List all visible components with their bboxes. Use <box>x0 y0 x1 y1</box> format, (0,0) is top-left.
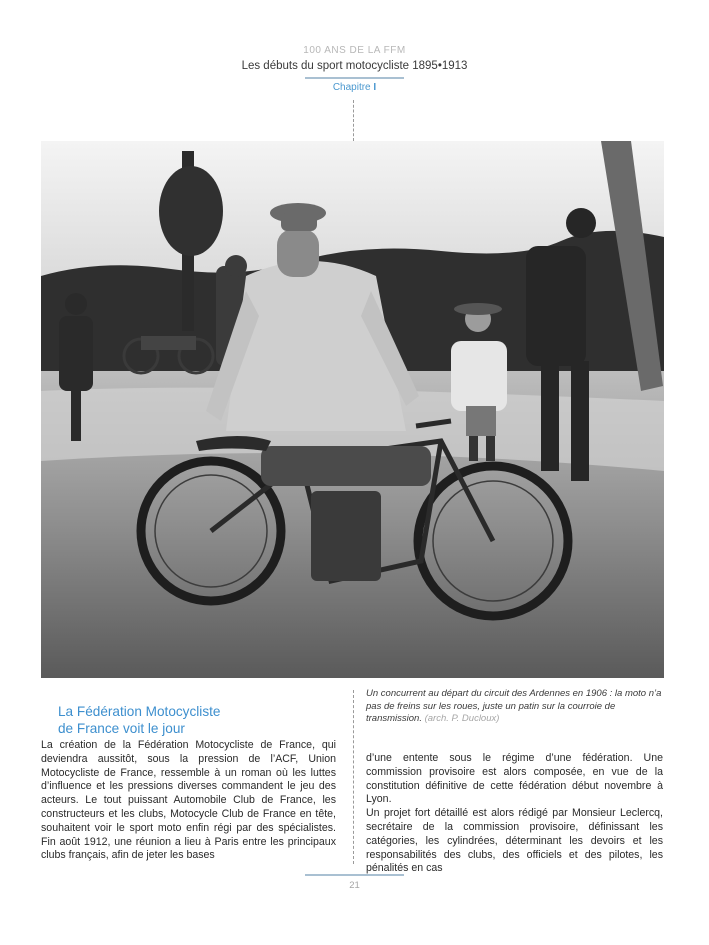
body-column-right <box>366 752 663 876</box>
photo-illustration <box>41 141 664 678</box>
header-rule <box>305 77 404 79</box>
section-heading <box>58 704 338 737</box>
section-heading-line1: La Fédération Motocycliste <box>58 704 221 719</box>
section-heading-line2: de France voit le jour <box>58 720 185 736</box>
body-paragraph: La création de la Fédération Motocycliste de France, qui deviendra aussitôt, sous la pression de l’ACF, Union Motocycliste de France, ressemble à un roman où les luttes d’influence et les pressions diverses commandent le jeu des acteurs. Le tout puissant Automobile Club de France, les constructeurs et les clubs, Motocycle Club de France en tête, souhaitent voir le sport moto enfin régi par des spécialistes. Fin août 1912, une réunion a lieu à Paris entre les principaux clubs français, afin de jeter les bases <box>41 739 336 862</box>
body-column-left <box>41 739 336 863</box>
page-number: 21 <box>349 880 360 891</box>
archival-photo <box>41 141 664 678</box>
top-dashed-divider <box>353 100 354 141</box>
series-title: 100 ANS DE LA FFM <box>303 45 406 56</box>
chapter-label <box>0 82 709 93</box>
photo-credit: (arch. P. Ducloux) <box>424 713 500 724</box>
column-dashed-divider <box>353 690 354 864</box>
photo-caption <box>366 688 666 726</box>
chapter-numeral: I <box>373 82 377 93</box>
caption-text: Un concurrent au départ du circuit des Ardennes en 1906 : la moto n’a pas de freins sur les roues, juste un patin sur la courroie de transmission. <box>366 688 662 724</box>
chapter-word: Chapitre <box>332 82 371 93</box>
book-title: Les débuts du sport motocycliste 1895•1913 <box>241 60 468 72</box>
body-paragraph: Un projet fort détaillé est alors rédigé par Monsieur Leclercq, secrétaire de la commission provisoire, définissant les catégories, les cylindrées, déterminant les devoirs et les responsabilités des clubs, des officiels et des pilotes, les pénalités en cas <box>366 807 663 875</box>
footer-rule <box>305 874 404 876</box>
body-paragraph: d’une entente sous le régime d’une fédération. Une commission provisoire est alors composée, en vue de la constitution définitive de cette fédération début novembre à Lyon. <box>366 752 663 806</box>
